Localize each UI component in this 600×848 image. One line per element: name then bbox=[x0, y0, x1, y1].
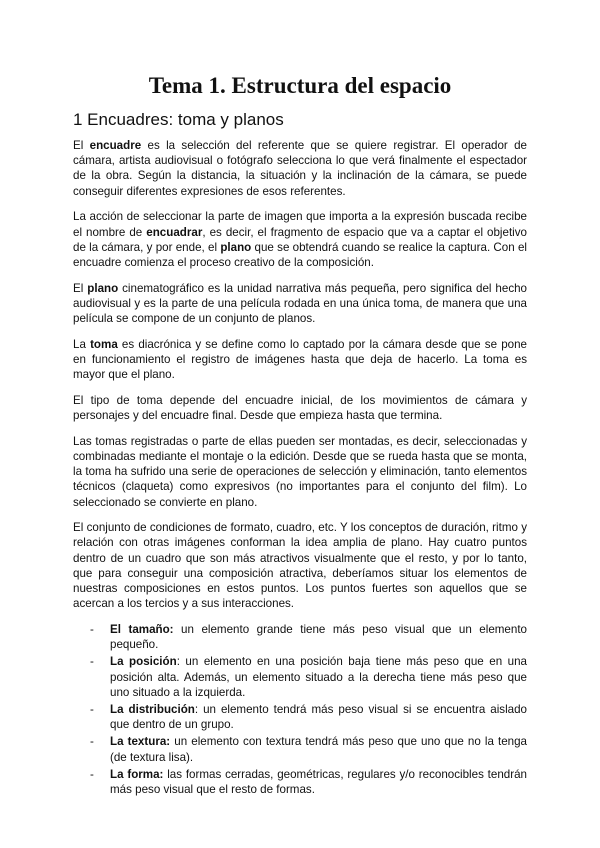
text-run: El bbox=[73, 281, 88, 295]
text-run: es diacrónica y se define como lo captado por la cámara desde que se pone en funcionamiento el registro de imágenes hasta que deja de hacerlo. La toma es mayor que el plano. bbox=[73, 337, 527, 382]
bold-term: encuadre bbox=[89, 139, 142, 152]
bullet-item bbox=[73, 767, 527, 797]
bullet-item bbox=[73, 734, 527, 764]
bullet-item bbox=[73, 654, 527, 700]
paragraph bbox=[73, 434, 527, 510]
bullet-label: La forma: bbox=[110, 767, 164, 781]
bullet-text: : un elemento tendrá más peso visual si se encuentra aislado que dentro de un grupo. bbox=[110, 703, 527, 732]
text-run: que se obtendrá cuando se realice la captura. Con el encuadre comienza el proceso creativo de la composición. bbox=[73, 240, 528, 269]
bullet-text: un elemento grande tiene más peso visual que un elemento pequeño. bbox=[110, 622, 527, 652]
bold-term: encuadrar bbox=[146, 225, 203, 239]
paragraph bbox=[73, 393, 527, 423]
bold-term: plano bbox=[87, 281, 119, 295]
bullet-dash: - bbox=[90, 622, 94, 636]
bullet-dash: - bbox=[90, 735, 94, 749]
bold-term: toma bbox=[90, 337, 118, 351]
bullet-label: El tamaño: bbox=[110, 622, 174, 636]
bullet-item bbox=[73, 702, 527, 732]
text-run: Las tomas registradas o parte de ellas pueden ser montadas, es decir, seleccionadas y combinadas mediante el montaje o la edición. Desde que se rueda hasta que se monta, la toma ha sufrido una serie de operaciones de selección y eliminación, tanto elementos técnicos (claqueta) como expresivos (no importantes para el conjunto del film). Lo seleccionado se convierte en plano. bbox=[73, 434, 527, 509]
paragraph-list bbox=[73, 138, 527, 611]
paragraph bbox=[73, 209, 527, 270]
paragraph bbox=[73, 138, 527, 199]
bullet-dash: - bbox=[90, 703, 94, 716]
bullet-text: un elemento con textura tendrá más peso que uno que no la tenga (de textura lisa). bbox=[110, 735, 527, 764]
text-run: La bbox=[73, 337, 91, 351]
bullet-text: : un elemento en una posición baja tiene más peso que en una posición alta. Además, un elemento situado a la derecha tiene más peso que uno situado a la izquierda. bbox=[110, 655, 527, 699]
text-run: El conjunto de condiciones de formato, cuadro, etc. Y los conceptos de duración, ritmo y relación con otras imágenes conforman la idea amplia de plano. Hay cuatro puntos dentro de un cuadro que son más atractivos visualmente que el resto, y por lo tanto, que para conseguir una composición atractiva, deberíamos situar los elementos de nuestras composiciones en estos puntos. Los puntos fuertes son aquellos que se acercan a los tercios y a sus interacciones. bbox=[73, 521, 527, 611]
bold-term: plano bbox=[220, 240, 252, 254]
text-run: , es decir, el fragmento de espacio que va a captar el objetivo de la cámara, y por ende, el bbox=[73, 225, 527, 254]
text-run: El bbox=[73, 139, 90, 152]
bullet-text: las formas cerradas, geométricas, regulares y/o reconocibles tendrán más peso visual que el resto de formas. bbox=[110, 767, 527, 797]
text-run: La acción de seleccionar la parte de imagen que importa a la expresión buscada recibe el nombre de bbox=[73, 210, 527, 239]
section-heading: 1 Encuadres: toma y planos bbox=[73, 110, 284, 129]
text-run: es la selección del referente que se quiere registrar. El operador de cámara, artista audiovisual o fotógrafo selecciona lo que verá finalmente el espectador de la obra. Según la distancia, la situación y la inclinación de la cámara, se puede conseguir diferentes expresiones de esos referentes. bbox=[73, 139, 527, 198]
document-body bbox=[73, 138, 527, 799]
paragraph bbox=[73, 281, 527, 327]
text-run: El tipo de toma depende del encuadre inicial, de los movimientos de cámara y personajes y del encuadre final. Desde que empieza hasta que termina. bbox=[73, 393, 527, 423]
paragraph bbox=[73, 520, 527, 611]
bullet-item bbox=[73, 622, 527, 652]
page-title: Tema 1. Estructura del espacio bbox=[148, 73, 452, 98]
paragraph bbox=[73, 337, 527, 383]
text-run: cinematográfico es la unidad narrativa más pequeña, pero significa del hecho audiovisual y es la parte de una película rodada en una única toma, de manera que una película se compone de un conjunto de planos. bbox=[73, 281, 528, 326]
bullet-dash: - bbox=[90, 767, 94, 781]
bullet-label: La distribución bbox=[110, 703, 195, 716]
bullet-dash: - bbox=[90, 655, 94, 669]
bullet-label: La posición bbox=[110, 655, 177, 669]
bullet-label: La textura: bbox=[110, 735, 171, 749]
bullet-list bbox=[73, 622, 527, 797]
